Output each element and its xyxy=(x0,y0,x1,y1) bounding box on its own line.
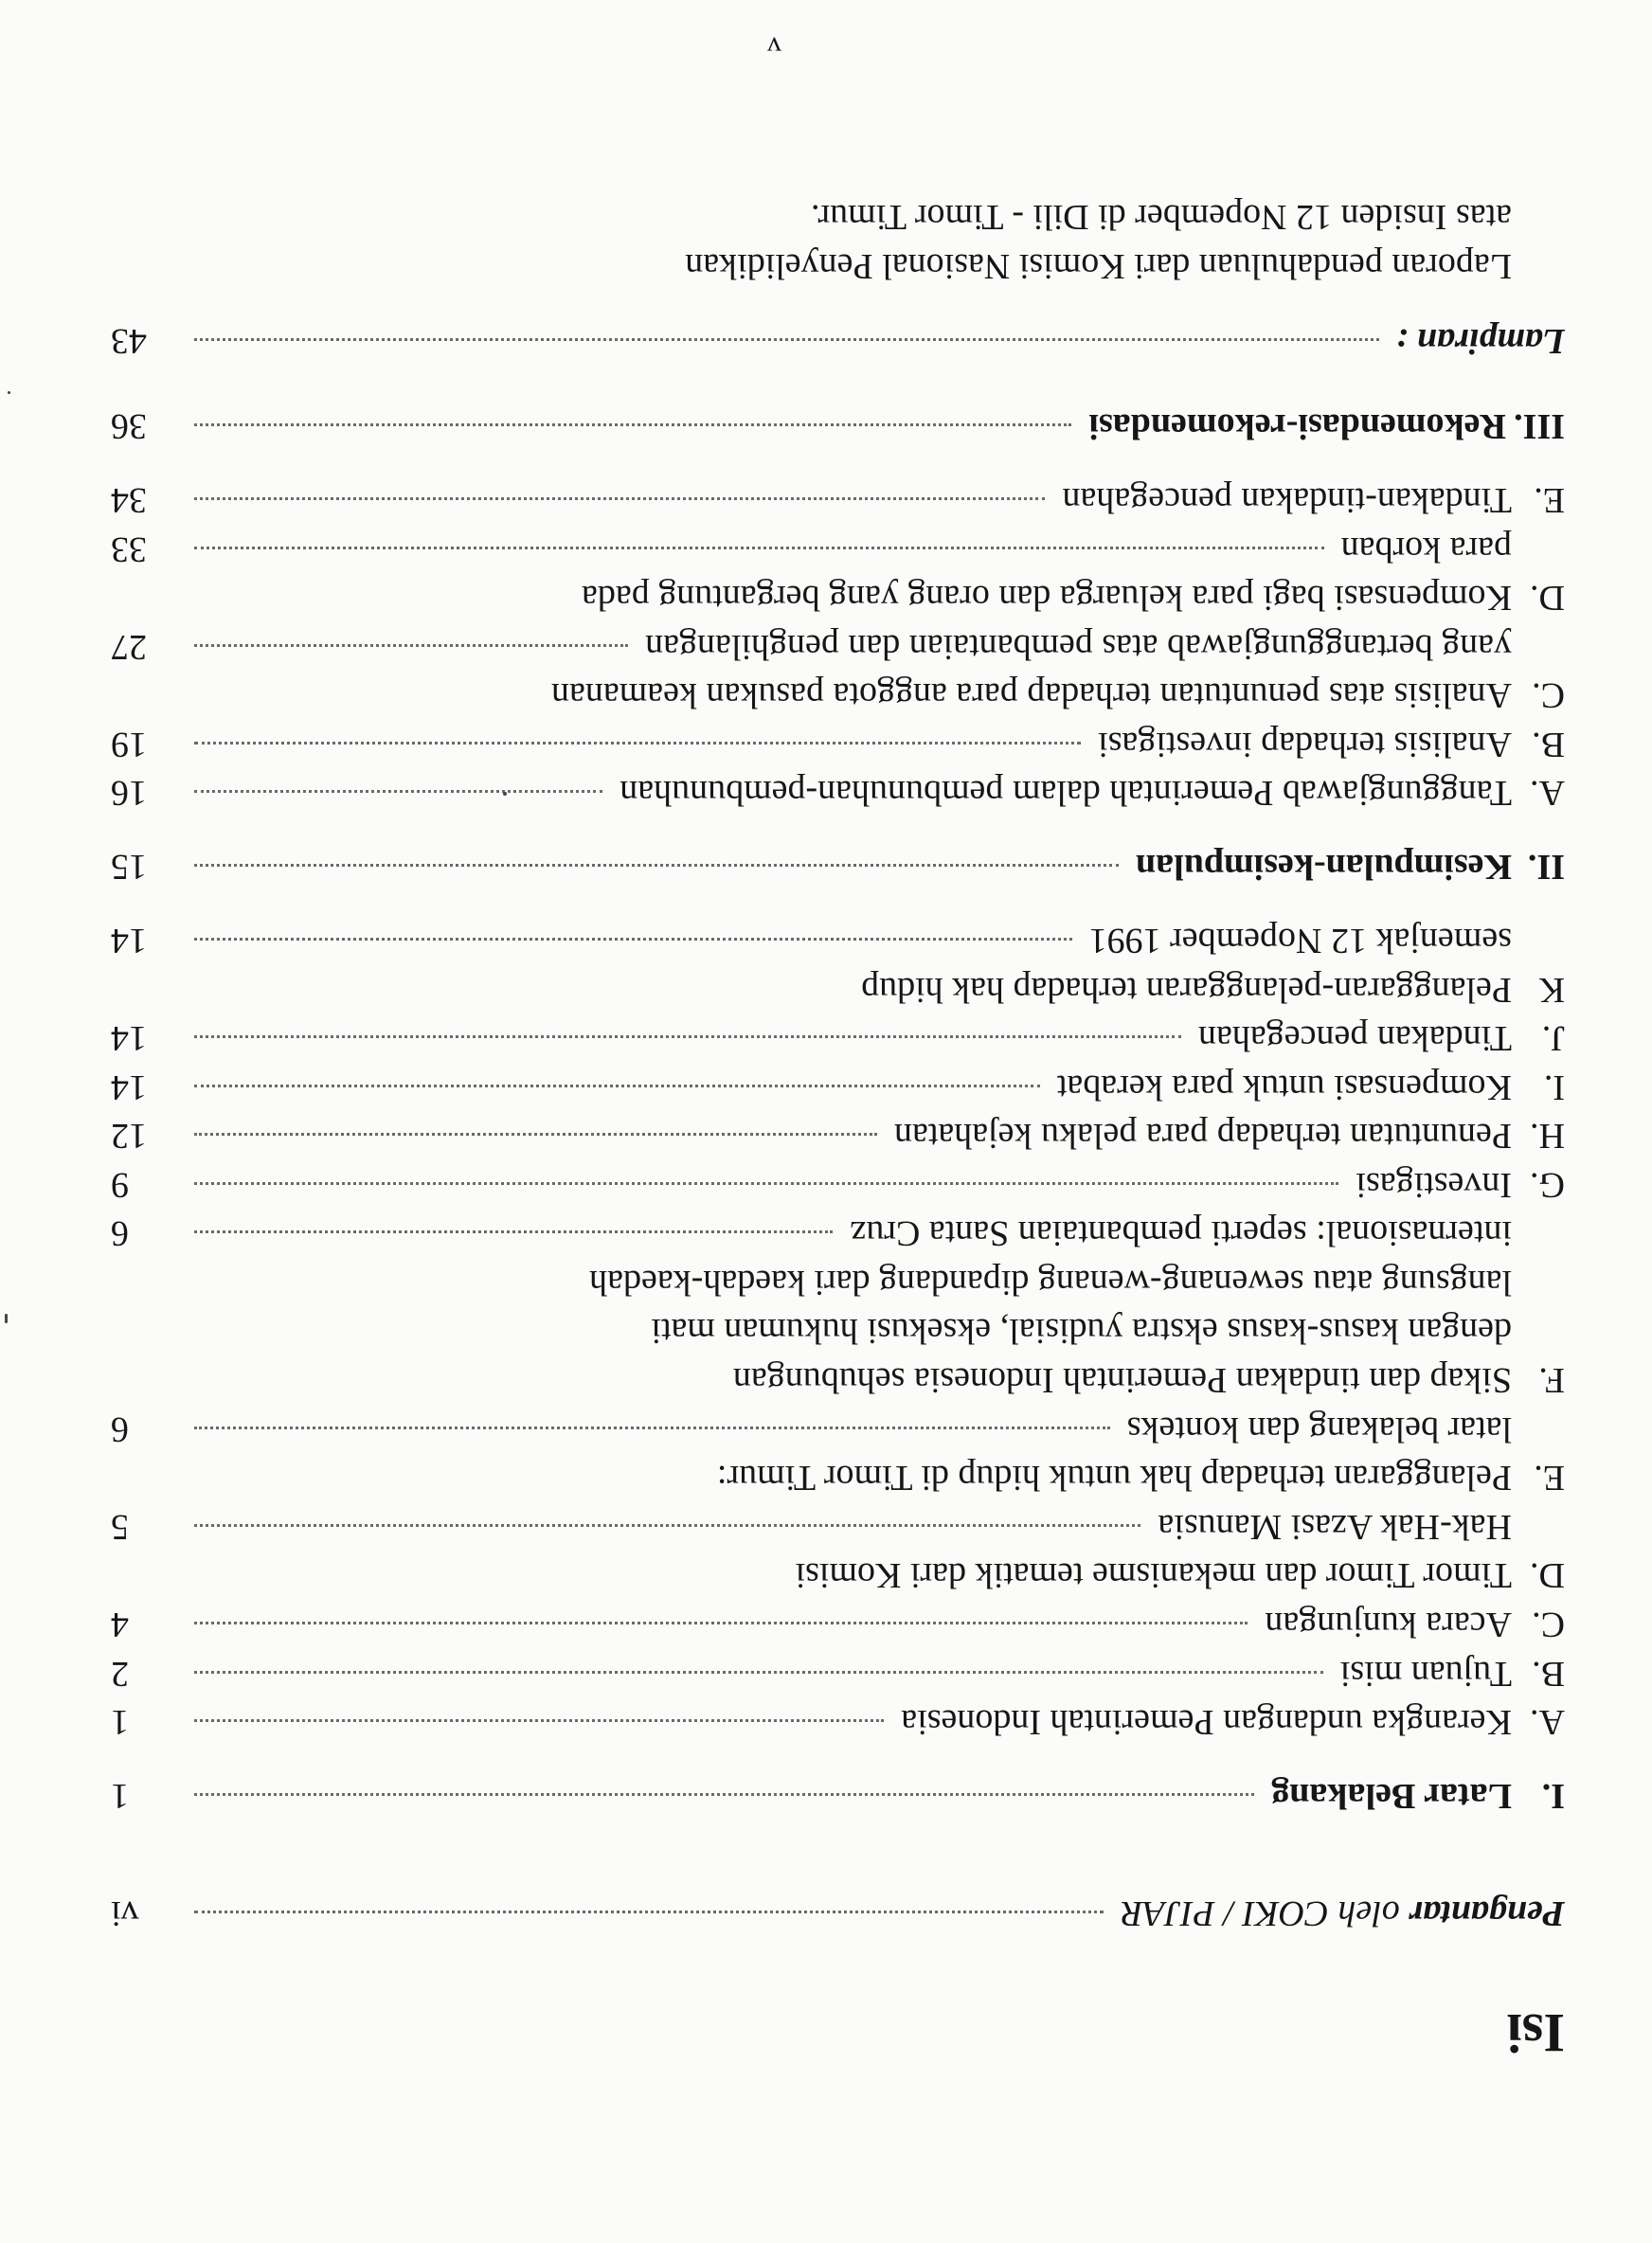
page-number: 6 xyxy=(111,1409,129,1449)
toc-entry-2c-cont xyxy=(111,625,1512,669)
dot-leader xyxy=(194,1793,1254,1796)
toc-entry-2d xyxy=(582,576,1565,619)
dot-leader xyxy=(194,742,1081,745)
toc-entry-1i xyxy=(111,1066,1565,1109)
toc-entry-lampiran xyxy=(111,319,1565,363)
entry-title: yang bertanggungjawab atas pembantaian dan penghilangan xyxy=(645,627,1512,667)
page-number: 1 xyxy=(111,1776,129,1816)
toc-entry-2b xyxy=(111,723,1565,766)
page-number: 14 xyxy=(111,1018,147,1058)
scan-speck xyxy=(8,391,10,394)
entry-title: Latar Belakang xyxy=(1271,1776,1512,1816)
entry-title: Kerangka undangan Pemerintah Indonesia xyxy=(901,1702,1512,1742)
entry-letter: I. xyxy=(1543,1068,1565,1107)
appendix-description: Laporan pendahuluan dari Komisi Nasional Penyelidikan xyxy=(685,246,1512,286)
toc-section-3 xyxy=(111,404,1565,448)
toc-entry-1d xyxy=(796,1553,1565,1597)
entry-letter: B. xyxy=(1532,725,1565,764)
dot-leader xyxy=(194,1133,877,1136)
toc-entry-2c xyxy=(551,673,1565,717)
page-number: 14 xyxy=(111,921,147,960)
entry-title: Timor Timor dan mekanisme tematik dari Komisi xyxy=(795,1555,1512,1595)
toc-section-1 xyxy=(111,1774,1565,1818)
page-number: 5 xyxy=(111,1507,129,1547)
entry-title: latar belakang dan konteks xyxy=(1126,1409,1512,1449)
entry-letter: J. xyxy=(1541,1018,1565,1058)
entry-letter: B. xyxy=(1532,1654,1565,1694)
entry-letter: D. xyxy=(1530,1555,1565,1595)
page-number: vi xyxy=(111,1893,139,1933)
dot-leader xyxy=(194,497,1046,500)
dot-leader xyxy=(194,1085,1040,1087)
dot-leader xyxy=(194,423,1071,426)
page-number: 4 xyxy=(111,1605,129,1644)
toc-entry-2e xyxy=(111,478,1565,522)
entry-title: Tindakan pencegahan xyxy=(1198,1018,1512,1058)
entry-title: Sikap dan tindakan Pemerintah Indonesia sehubungan xyxy=(732,1360,1512,1400)
toc-section-2 xyxy=(111,845,1565,888)
toc-entry-1e xyxy=(717,1456,1565,1499)
entry-letter: F. xyxy=(1538,1360,1565,1400)
toc-entry-1j xyxy=(111,1016,1565,1060)
dot-leader xyxy=(194,1911,1104,1913)
entry-letter: E. xyxy=(1534,480,1565,520)
entry-title: internasional: seperti pembantaian Santa Cruz xyxy=(850,1213,1512,1253)
entry-letter: K xyxy=(1538,970,1565,1010)
entry-letter: G. xyxy=(1530,1165,1565,1205)
dot-leader xyxy=(194,338,1379,341)
toc-entry-1c xyxy=(111,1603,1565,1646)
page-number: 12 xyxy=(111,1116,147,1156)
entry-letter: E. xyxy=(1534,1458,1565,1498)
toc-entry-1b xyxy=(111,1652,1565,1696)
entry-title: para korban xyxy=(1340,529,1512,569)
entry-title: semenjak 12 Nopember 1991 xyxy=(1088,921,1512,960)
dot-leader xyxy=(194,1230,833,1233)
entry-title: Tujuan misi xyxy=(1339,1654,1512,1694)
scan-speck xyxy=(5,1314,8,1323)
page-number: 9 xyxy=(111,1165,129,1205)
section-number: III. xyxy=(1514,406,1565,446)
toc-entry-1k-cont xyxy=(111,919,1512,962)
toc-entry-1f xyxy=(733,1358,1565,1402)
entry-title: Kompensasi bagi para keluarga dan orang yang bergantung pada xyxy=(581,578,1512,618)
entry-title: Analisis terhadap investigasi xyxy=(1098,725,1512,764)
dot-leader xyxy=(194,1524,1140,1527)
page-number: 15 xyxy=(111,847,147,887)
dot-leader xyxy=(194,938,1072,941)
page-number: 2 xyxy=(111,1654,129,1694)
appendix-description: atas Insiden 12 Nopember di Dili - Timor Timur. xyxy=(811,197,1512,237)
page-number: 43 xyxy=(111,321,147,361)
entry-title: Pelanggaran terhadap hak untuk hidup di Timor Timur: xyxy=(716,1458,1512,1498)
page-number: 19 xyxy=(111,725,147,764)
dot-leader xyxy=(194,547,1324,549)
dot-leader xyxy=(194,1427,1110,1429)
dot-leader xyxy=(194,790,602,793)
entry-letter: C. xyxy=(1532,1605,1565,1644)
page-number: 33 xyxy=(111,529,147,569)
folio-page-number: v xyxy=(767,31,781,63)
dot-leader xyxy=(194,1719,884,1722)
toc-entry-1f-cont xyxy=(589,1261,1512,1304)
toc-entry-1f-cont xyxy=(111,1211,1512,1255)
scan-speck xyxy=(503,792,507,796)
entry-title: Investigasi xyxy=(1356,1165,1512,1205)
page-number: 36 xyxy=(111,406,147,446)
entry-title: Tindakan-tindakan pencegahan xyxy=(1062,480,1512,520)
entry-title: Acara kunjungan xyxy=(1265,1605,1512,1644)
entry-letter: A. xyxy=(1530,773,1565,813)
entry-title: Kompensasi untuk para kerabat xyxy=(1056,1068,1512,1107)
page-number: 16 xyxy=(111,773,147,813)
dot-leader xyxy=(194,644,628,647)
entry-title-suffix: oleh COKI / PIJAR xyxy=(1121,1893,1410,1933)
dot-leader xyxy=(194,1182,1338,1185)
page-number: 1 xyxy=(111,1702,129,1742)
entry-title: Pengantar xyxy=(1409,1893,1565,1933)
dot-leader xyxy=(194,1035,1181,1038)
entry-letter: A. xyxy=(1530,1702,1565,1742)
toc-entry-2d-cont xyxy=(111,528,1512,571)
dot-leader xyxy=(194,1671,1323,1674)
toc-entry-2a xyxy=(111,771,1565,815)
entry-title: Lampiran : xyxy=(1395,321,1565,361)
entry-title: dengan kasus-kasus ekstra yudisial, eksekusi hukuman mati xyxy=(651,1311,1512,1351)
section-number: I. xyxy=(1541,1776,1565,1816)
toc-entry-1h xyxy=(111,1114,1565,1157)
toc-entry-pengantar xyxy=(111,1892,1565,1935)
toc-entry-1e-cont xyxy=(111,1408,1512,1451)
page-title: Isi xyxy=(1506,2002,1565,2064)
page-number: 27 xyxy=(111,627,147,667)
toc-entry-1g xyxy=(111,1163,1565,1207)
page-number: 34 xyxy=(111,480,147,520)
entry-title: Hak-Hak Azasi Manusia xyxy=(1158,1507,1512,1547)
entry-title: Penuntutan terhadap para pelaku kejahatan xyxy=(893,1116,1512,1156)
entry-letter: H. xyxy=(1530,1116,1565,1156)
entry-title: Analisis atas penuntutan terhadap para anggota pasukan keamanan xyxy=(550,675,1512,715)
toc-entry-1a xyxy=(111,1700,1565,1744)
entry-letter: C. xyxy=(1532,675,1565,715)
toc-entry-1k xyxy=(861,968,1565,1012)
page-number: 14 xyxy=(111,1068,147,1107)
entry-title: Pelanggaran-pelanggaran terhadap hak hidup xyxy=(861,970,1512,1010)
dot-leader xyxy=(194,864,1119,867)
entry-title: Rekomendasi-rekomendasi xyxy=(1088,406,1506,446)
dot-leader xyxy=(194,1622,1248,1624)
toc-entry-1f-cont xyxy=(651,1309,1512,1353)
page-number: 6 xyxy=(111,1213,129,1253)
entry-title: Tanggungjawab Pemerintah dalam pembunuhan-pembunuhan xyxy=(620,773,1512,813)
entry-title: langsung atau sewenang-wenang dipandang dari kaedah-kaedah xyxy=(589,1263,1512,1302)
toc-entry-1d-cont xyxy=(111,1505,1512,1549)
entry-title: Kesimpulan-kesimpulan xyxy=(1136,847,1512,887)
entry-letter: D. xyxy=(1530,578,1565,618)
section-number: II. xyxy=(1527,847,1565,887)
